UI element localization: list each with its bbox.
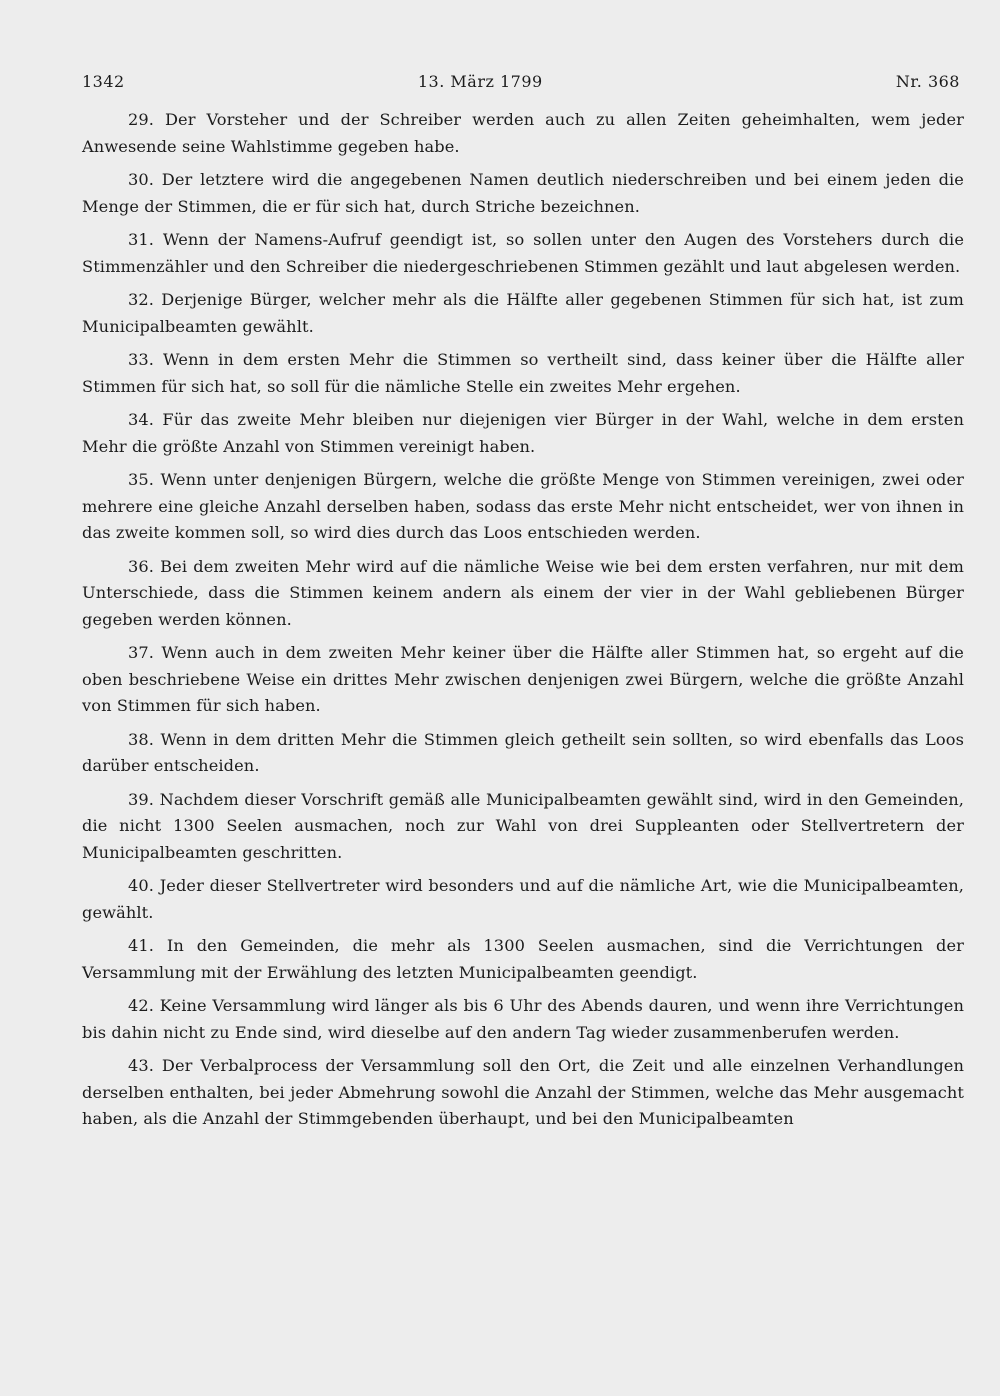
- paragraph-42: 42. Keine Versammlung wird länger als bis 6 Uhr des Abends dauren, und wenn ihre Verrichtungen bis dahin nicht zu Ende sind, wird dieselbe auf den andern Tag wieder zusammenberufen werden.: [82, 996, 964, 1042]
- paragraph-41: 41. In den Gemeinden, die mehr als 1300 Seelen ausmachen, sind die Verrichtungen der Versammlung mit der Erwählung des letzten Municipalbeamten geendigt.: [82, 936, 964, 982]
- paragraph-33: 33. Wenn in dem ersten Mehr die Stimmen so vertheilt sind, dass keiner über die Hälfte aller Stimmen für sich hat, so soll für die nämliche Stelle ein zweites Mehr ergehen.: [82, 350, 964, 396]
- paragraph-38: 38. Wenn in dem dritten Mehr die Stimmen gleich getheilt sein sollten, so wird ebenfalls das Loos darüber entscheiden.: [82, 729, 964, 775]
- paragraph-35: 35. Wenn unter denjenigen Bürgern, welche die größte Menge von Stimmen vereinigen, zwei oder mehrere eine gleiche Anzahl derselben haben, sodass das erste Mehr nicht entscheidet, wer von ihnen in das zweite kommen soll, so wird dies durch das Loos entschieden werden.: [82, 470, 964, 542]
- paragraph-39: 39. Nachdem dieser Vorschrift gemäß alle Municipalbeamten gewählt sind, wird in den Gemeinden, die nicht 1300 Seelen ausmachen, noch zur Wahl von drei Suppleanten oder Stellvertretern der Municipalbeamten geschritten.: [82, 789, 964, 862]
- paragraph-32: 32. Derjenige Bürger, welcher mehr als die Hälfte aller gegebenen Stimmen für sich hat, ist zum Municipalbeamten gewählt.: [82, 290, 964, 336]
- paragraph-43: 43. Der Verbalprocess der Versammlung soll den Ort, die Zeit und alle einzelnen Verhandlungen derselben enthalten, bei jeder Abmehrung sowohl die Anzahl der Stimmen, welche das Mehr ausgemacht haben, als die Anzahl der Stimmgebenden überhaupt, und bei den Municipalbeamten: [82, 1056, 964, 1128]
- paragraph-34: 34. Für das zweite Mehr bleiben nur diejenigen vier Bürger in der Wahl, welche in dem ersten Mehr die größte Anzahl von Stimmen vereinigt haben.: [82, 410, 964, 456]
- document-number: Nr. 368: [895, 72, 960, 91]
- paragraph-37: 37. Wenn auch in dem zweiten Mehr keiner über die Hälfte aller Stimmen hat, so ergeht auf die oben beschriebene Weise ein drittes Mehr zwischen denjenigen zwei Bürgern, welche die größte Anzahl von Stimmen für sich haben.: [82, 643, 964, 715]
- paragraph-36: 36. Bei dem zweiten Mehr wird auf die nämliche Weise wie bei dem ersten verfahren, nur mit dem Unterschiede, dass die Stimmen keinem andern als einem der vier in der Wahl gebliebenen Bürger gegeben werden können.: [82, 556, 964, 629]
- body-text: [82, 107, 964, 1133]
- paragraph-30: 30. Der letztere wird die angegebenen Namen deutlich niederschreiben und bei einem jeden die Menge der Stimmen, die er für sich hat, durch Striche bezeichnen.: [82, 170, 964, 216]
- paragraph-29: 29. Der Vorsteher und der Schreiber werden auch zu allen Zeiten geheimhalten, wem jeder Anwesende seine Wahlstimme gegeben habe.: [82, 110, 964, 156]
- paragraph-31: 31. Wenn der Namens-Aufruf geendigt ist, so sollen unter den Augen des Vorstehers durch die Stimmenzähler und den Schreiber die niedergeschriebenen Stimmen gezählt und laut abgelesen werden.: [82, 230, 964, 276]
- page-number: 1342: [82, 72, 125, 91]
- paragraph-40: 40. Jeder dieser Stellvertreter wird besonders und auf die nämliche Art, wie die Municipalbeamten, gewählt.: [82, 876, 964, 922]
- header-date: 13. März 1799: [417, 72, 543, 91]
- page-header: [82, 72, 964, 91]
